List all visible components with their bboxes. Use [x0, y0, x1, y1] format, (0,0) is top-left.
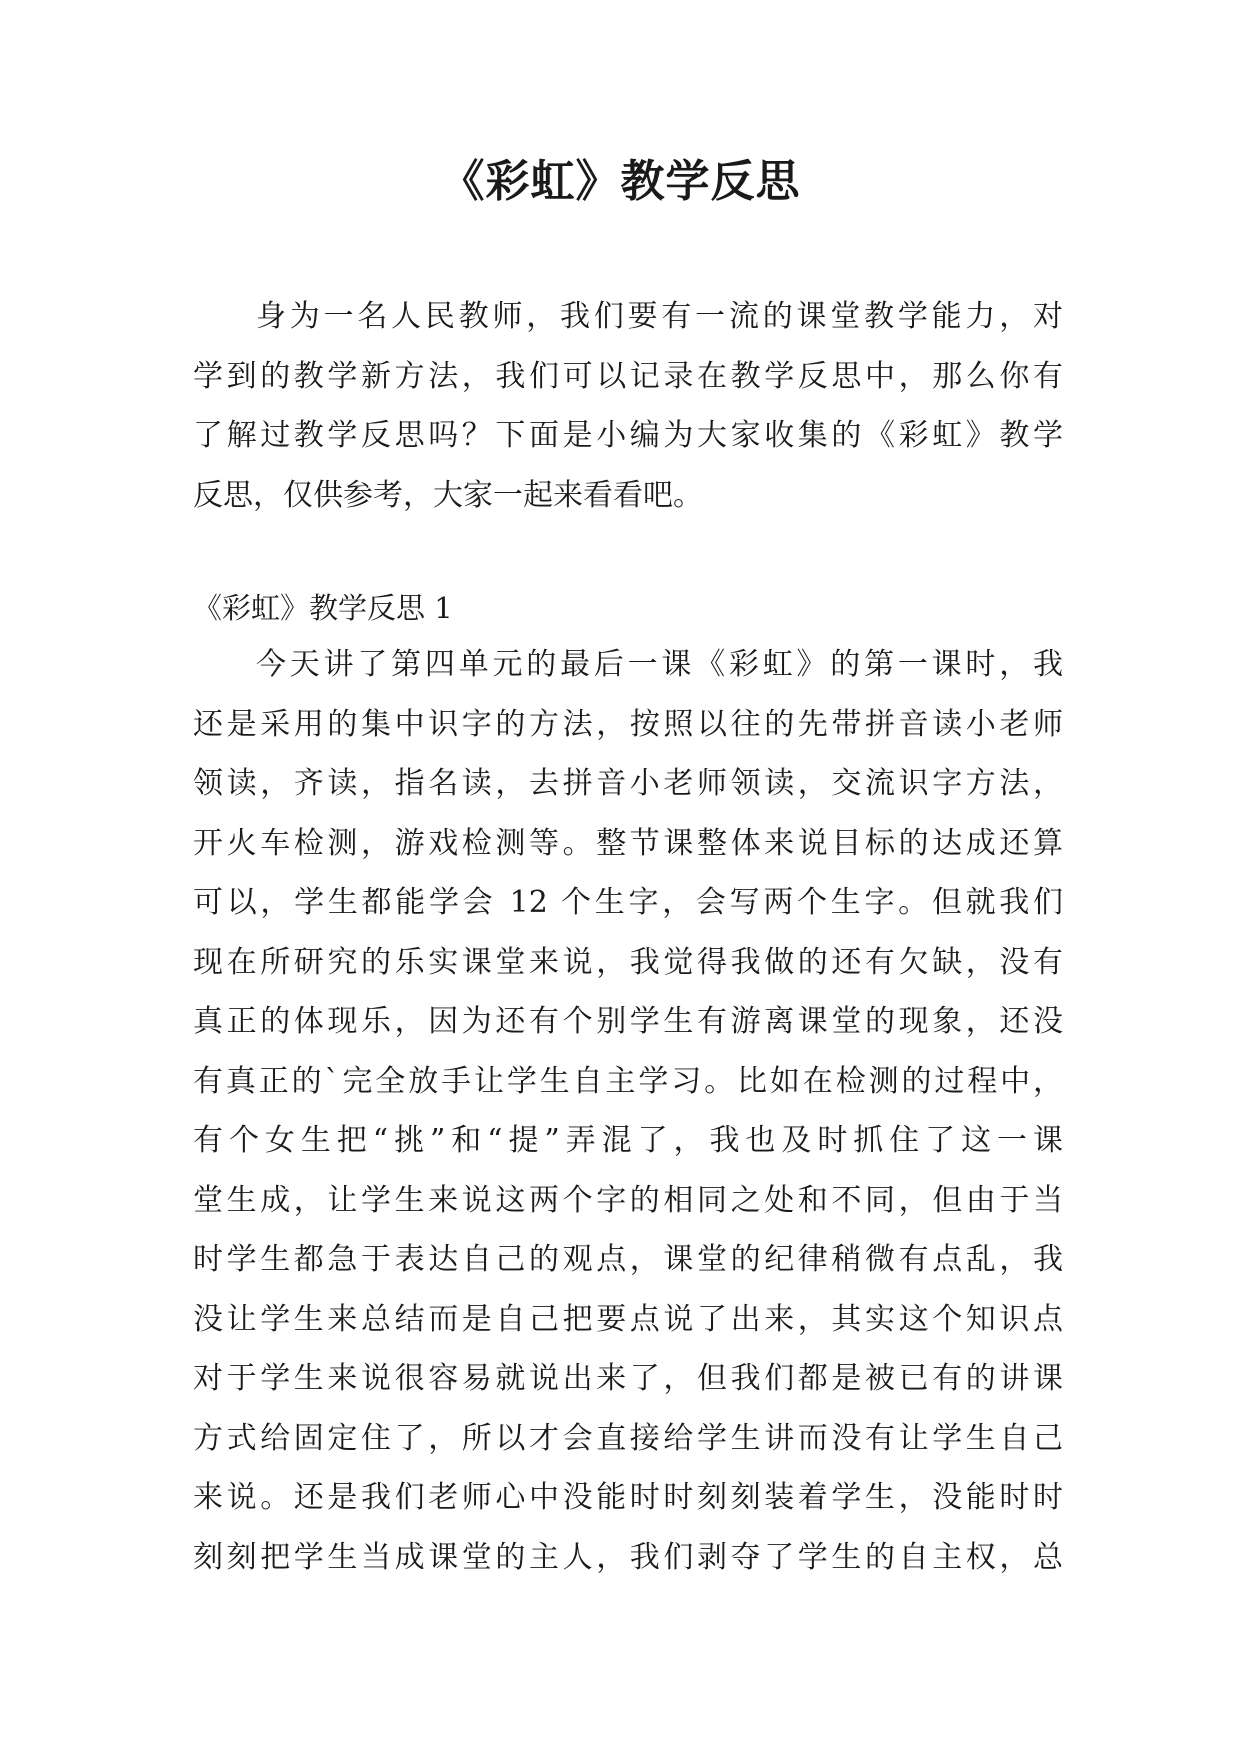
- paragraph-line: 今天讲了第四单元的最后一课《彩虹》的第一课时，我: [256, 647, 1063, 682]
- paragraph-line: 方式给固定住了，所以才会直接给学生讲而没有让学生自己: [193, 1420, 1063, 1456]
- document-title: 《彩虹》教学反思: [440, 156, 801, 207]
- intro-line: 反思，仅供参考，大家一起来看看吧。: [193, 477, 703, 513]
- paragraph-line: 有个女生把“挑”和“提”弄混了，我也及时抓住了这一课: [193, 1123, 1063, 1158]
- paragraph-line: 开火车检测，游戏检测等。整节课整体来说目标的达成还算: [193, 825, 1063, 861]
- paragraph-line: 来说。还是我们老师心中没能时时刻刻装着学生，没能时时: [193, 1480, 1063, 1515]
- paragraph-line: 现在所研究的乐实课堂来说，我觉得我做的还有欠缺，没有: [193, 944, 1063, 980]
- paragraph-line: 还是采用的集中识字的方法，按照以往的先带拼音读小老师: [193, 706, 1063, 742]
- intro-paragraph: [193, 287, 1063, 525]
- paragraph-line: 可以，学生都能学会 12 个生字，会写两个生字。但就我们: [193, 885, 1063, 920]
- paragraph-line: 真正的体现乐，因为还有个别学生有游离课堂的现象，还没: [193, 1004, 1063, 1039]
- intro-line: 了解过教学反思吗？下面是小编为大家收集的《彩虹》教学: [193, 418, 1063, 453]
- paragraph-line: 有真正的`完全放手让学生自主学习。比如在检测的过程中，: [193, 1063, 1063, 1099]
- paragraph-line: 领读，齐读，指名读，去拼音小老师领读，交流识字方法，: [193, 766, 1063, 801]
- intro-line: 身为一名人民教师，我们要有一流的课堂教学能力，对: [256, 299, 1063, 334]
- paragraph-line: 没让学生来总结而是自己把要点说了出来，其实这个知识点: [193, 1301, 1063, 1337]
- paragraph-line: 刻刻把学生当成课堂的主人，我们剥夺了学生的自主权，总: [193, 1539, 1063, 1575]
- section-paragraph: [193, 635, 1063, 1587]
- paragraph-line: 对于学生来说很容易就说出来了，但我们都是被已有的讲课: [193, 1361, 1063, 1396]
- paragraph-line: 时学生都急于表达自己的观点，课堂的纪律稍微有点乱，我: [193, 1242, 1063, 1277]
- section-heading: 《彩虹》教学反思 1: [193, 591, 453, 625]
- intro-line: 学到的教学新方法，我们可以记录在教学反思中，那么你有: [193, 358, 1063, 394]
- paragraph-line: 堂生成，让学生来说这两个字的相同之处和不同，但由于当: [193, 1182, 1063, 1218]
